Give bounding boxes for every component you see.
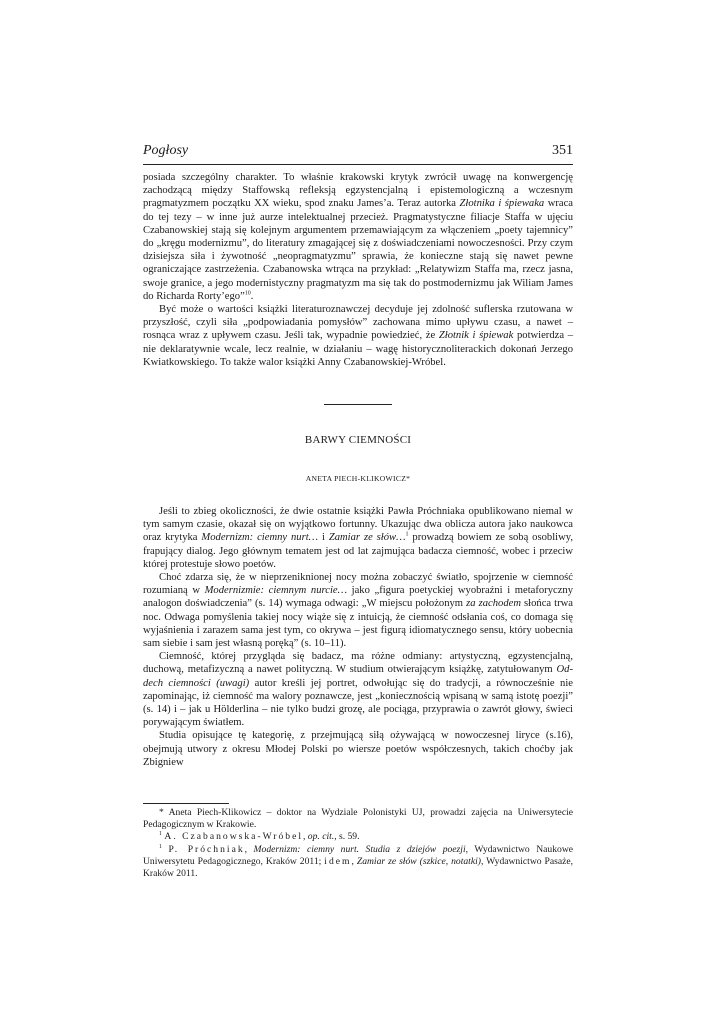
text-run: , s. 59. xyxy=(334,831,360,843)
footnote-idem: idem xyxy=(324,855,352,867)
section-separator xyxy=(324,404,392,405)
paragraph xyxy=(143,571,573,650)
article-text xyxy=(143,505,573,769)
text-run: Ciemność, której przygląda się badacz, ma różne odmiany: artystyczną, egzystencjalną, duchową, metafizyczną a nawet polityczną. W studium otwierającym książkę, zatytułowanym xyxy=(143,651,573,676)
footnote xyxy=(143,844,573,881)
footnote-author: A. Czabanowska-Wróbel xyxy=(164,831,303,843)
text-run: , xyxy=(351,855,357,867)
text-run: Choć zdarza się, że w nieprzeniknionej nocy można zobaczyć światło, spojrzenie w ciemność rozumianą w xyxy=(143,572,573,597)
footnotes xyxy=(143,807,573,880)
footnote-mark: 1 xyxy=(159,843,162,850)
footnote-ref: 1 xyxy=(405,531,409,538)
text-run: . xyxy=(250,290,254,302)
italic-title: Modernizm: ciemny nurt… xyxy=(201,532,319,544)
text-run: Być może o wartości książki literaturoznawczej decyduje jej zdolność suflerska rzutowana w przyszłość, czyli siła „podpowiadania pomysłów” zachowana mimo upływu czasu, a nawet – rosnąca wraz z upływem czasu. Jeśli tak, wypadnie powiedzieć, że xyxy=(143,304,573,342)
text-run: wraca do tej tezy – w inne już aurze intelektualnej przecież. Pragmatystyczne filiacje Staffa w ujęciu Czabanowskiej stają się kolejnym argumentem przemawiającym za włączeniem „poety tajemnicy” do „kręgu modernizmu”, do literatury zmagającej się z doświadczeniami nowoczesności. Przy czym dzisiejsza siła i żywotność „neopragmatyzmu” sprawia, że konieczne stają się nawet pewne ograniczające zastrzeżenia. Czabanowska wtrąca na przykład: „Relatywizm Staffa ma, rzecz jasna, swoje granice, a jego modernistyczny pragmatyzm ma się tak do postmodernizmu jak Wiliam James do Richarda Rorty’ego” xyxy=(143,198,574,302)
paragraph xyxy=(143,505,573,571)
section-author: ANETA PIECH-KLIKOWICZ* xyxy=(305,474,411,483)
section-title: BARWY CIEMNOŚCI xyxy=(304,434,412,446)
footnote-ref-abbrev: op. cit. xyxy=(307,831,335,843)
text-run: posiada szczególny charakter. To właśnie krakowski krytyk zwrócił uwagę na konwergencję zachodzącą między Staffowską refleksją egzystencjalną i epistemologiczną a wczesnym pragmatyzmem początku XX wieku, spod znaku James’a. Teraz autorka xyxy=(143,172,573,210)
text-run: słońca trwa noc. Odwaga pomyślenia takiej nocy wiąże się z intuicją, że ciemność odsłania coś, co domaga się wyjaśnienia i zarazem sama jest tym, co okrywa – jest figurą idiomatycznego sensu, który uobecnia sam siebie i sam jest własną poręką” (s. 10–11). xyxy=(143,598,573,650)
text-run: Jeśli to zbieg okoliczności, że dwie ostatnie książki Pawła Próchniaka opublikowano niemal w tym samym czasie, okazał się on wyjątkowo fortunny. Ukazując dwa oblicza autora jako naukowca oraz krytyka xyxy=(143,506,573,544)
running-header xyxy=(143,143,573,165)
footnote-rule xyxy=(143,803,229,804)
continued-text xyxy=(143,171,573,369)
text-run: , Wydawnictwo Naukowe Uniwersytetu Pedagogicznego, Kraków 2011; xyxy=(143,843,574,867)
italic-title: Zamiar ze słów… xyxy=(328,532,406,544)
italic-phrase: za zachodem xyxy=(466,598,521,610)
paragraph xyxy=(143,650,573,729)
italic-title: Złotnik i śpiewak xyxy=(438,330,514,342)
paragraph xyxy=(143,303,573,369)
text-run: prowadzą bowiem ze sobą osobliwy, frapujący dialog. Jego głównym tematem jest od lat zajmująca badacza ciemność, wobec i przeciw której protestuje słowo poetów. xyxy=(143,532,573,570)
text-run: potwierdza – nie deklaratywnie wcale, lecz realnie, w działaniu – wagę historycznoliterackich dokonań Jerzego Kwiatkowskiego. To także walor książki Anny Czabanowskiej-Wróbel. xyxy=(143,330,573,368)
text-run: , xyxy=(244,843,254,855)
italic-title: Modernizmie: ciemnym nurcie… xyxy=(204,585,348,597)
paragraph xyxy=(143,171,573,303)
footnote-title: Modernizm: ciemny nurt. Studia z dziejów poezji xyxy=(253,843,466,855)
text-run: jako „figura poetyckiej wyobraźni i metaforyczny analogon doświadczenia” (s. 14) wymaga odwagi: „W miejscu położonym xyxy=(143,585,574,610)
footnote-ref: 10 xyxy=(244,290,251,297)
running-header-title: Pogłosy xyxy=(143,143,189,158)
text-run: , xyxy=(303,831,308,843)
page-number: 351 xyxy=(552,143,573,158)
paragraph xyxy=(143,729,573,769)
footnote-mark: 1 xyxy=(159,831,162,838)
footnote: * Aneta Piech-Klikowicz – doktor na Wydziale Polonistyki UJ, prowadzi zajęcia na Uniwersytecie Pedagogicznym w Krakowie. xyxy=(143,807,573,831)
text-run: Studia opisujące tę kategorię, z przejmującą siłą ożywającą w nowoczesnej liryce (s.16), obejmują utwory z okresu Młodej Polski po wiersze poetów współczesnych, takich choćby jak Zbigniew xyxy=(143,730,573,768)
italic-title: Złotnika i śpiewaka xyxy=(459,198,545,210)
footnote xyxy=(143,831,573,843)
text-run: i xyxy=(318,532,329,544)
footnote-title: Zamiar ze słów (szkice, notatki) xyxy=(356,855,481,867)
text-run: autor kreśli jej portret, odwołując się do tradycji, a równocześnie nie zapominając, iż ciemność ma walory poznawcze, jest „koniecznością wpisaną w samą istotę poezji” (s. 14) i – jak u Hölderlina – nie tylko budzi grozę, ale pociąga, przyprawia o zawrót głowy, świeci porywającym światłem. xyxy=(143,677,573,729)
italic-title: Od-dech ciemności (uwagi) xyxy=(143,664,573,689)
footnote-author: P. Próchniak xyxy=(168,843,245,855)
text-run: , Wydawnictwo Pasaże, Kraków 2011. xyxy=(143,855,574,880)
header-rule xyxy=(143,164,573,165)
